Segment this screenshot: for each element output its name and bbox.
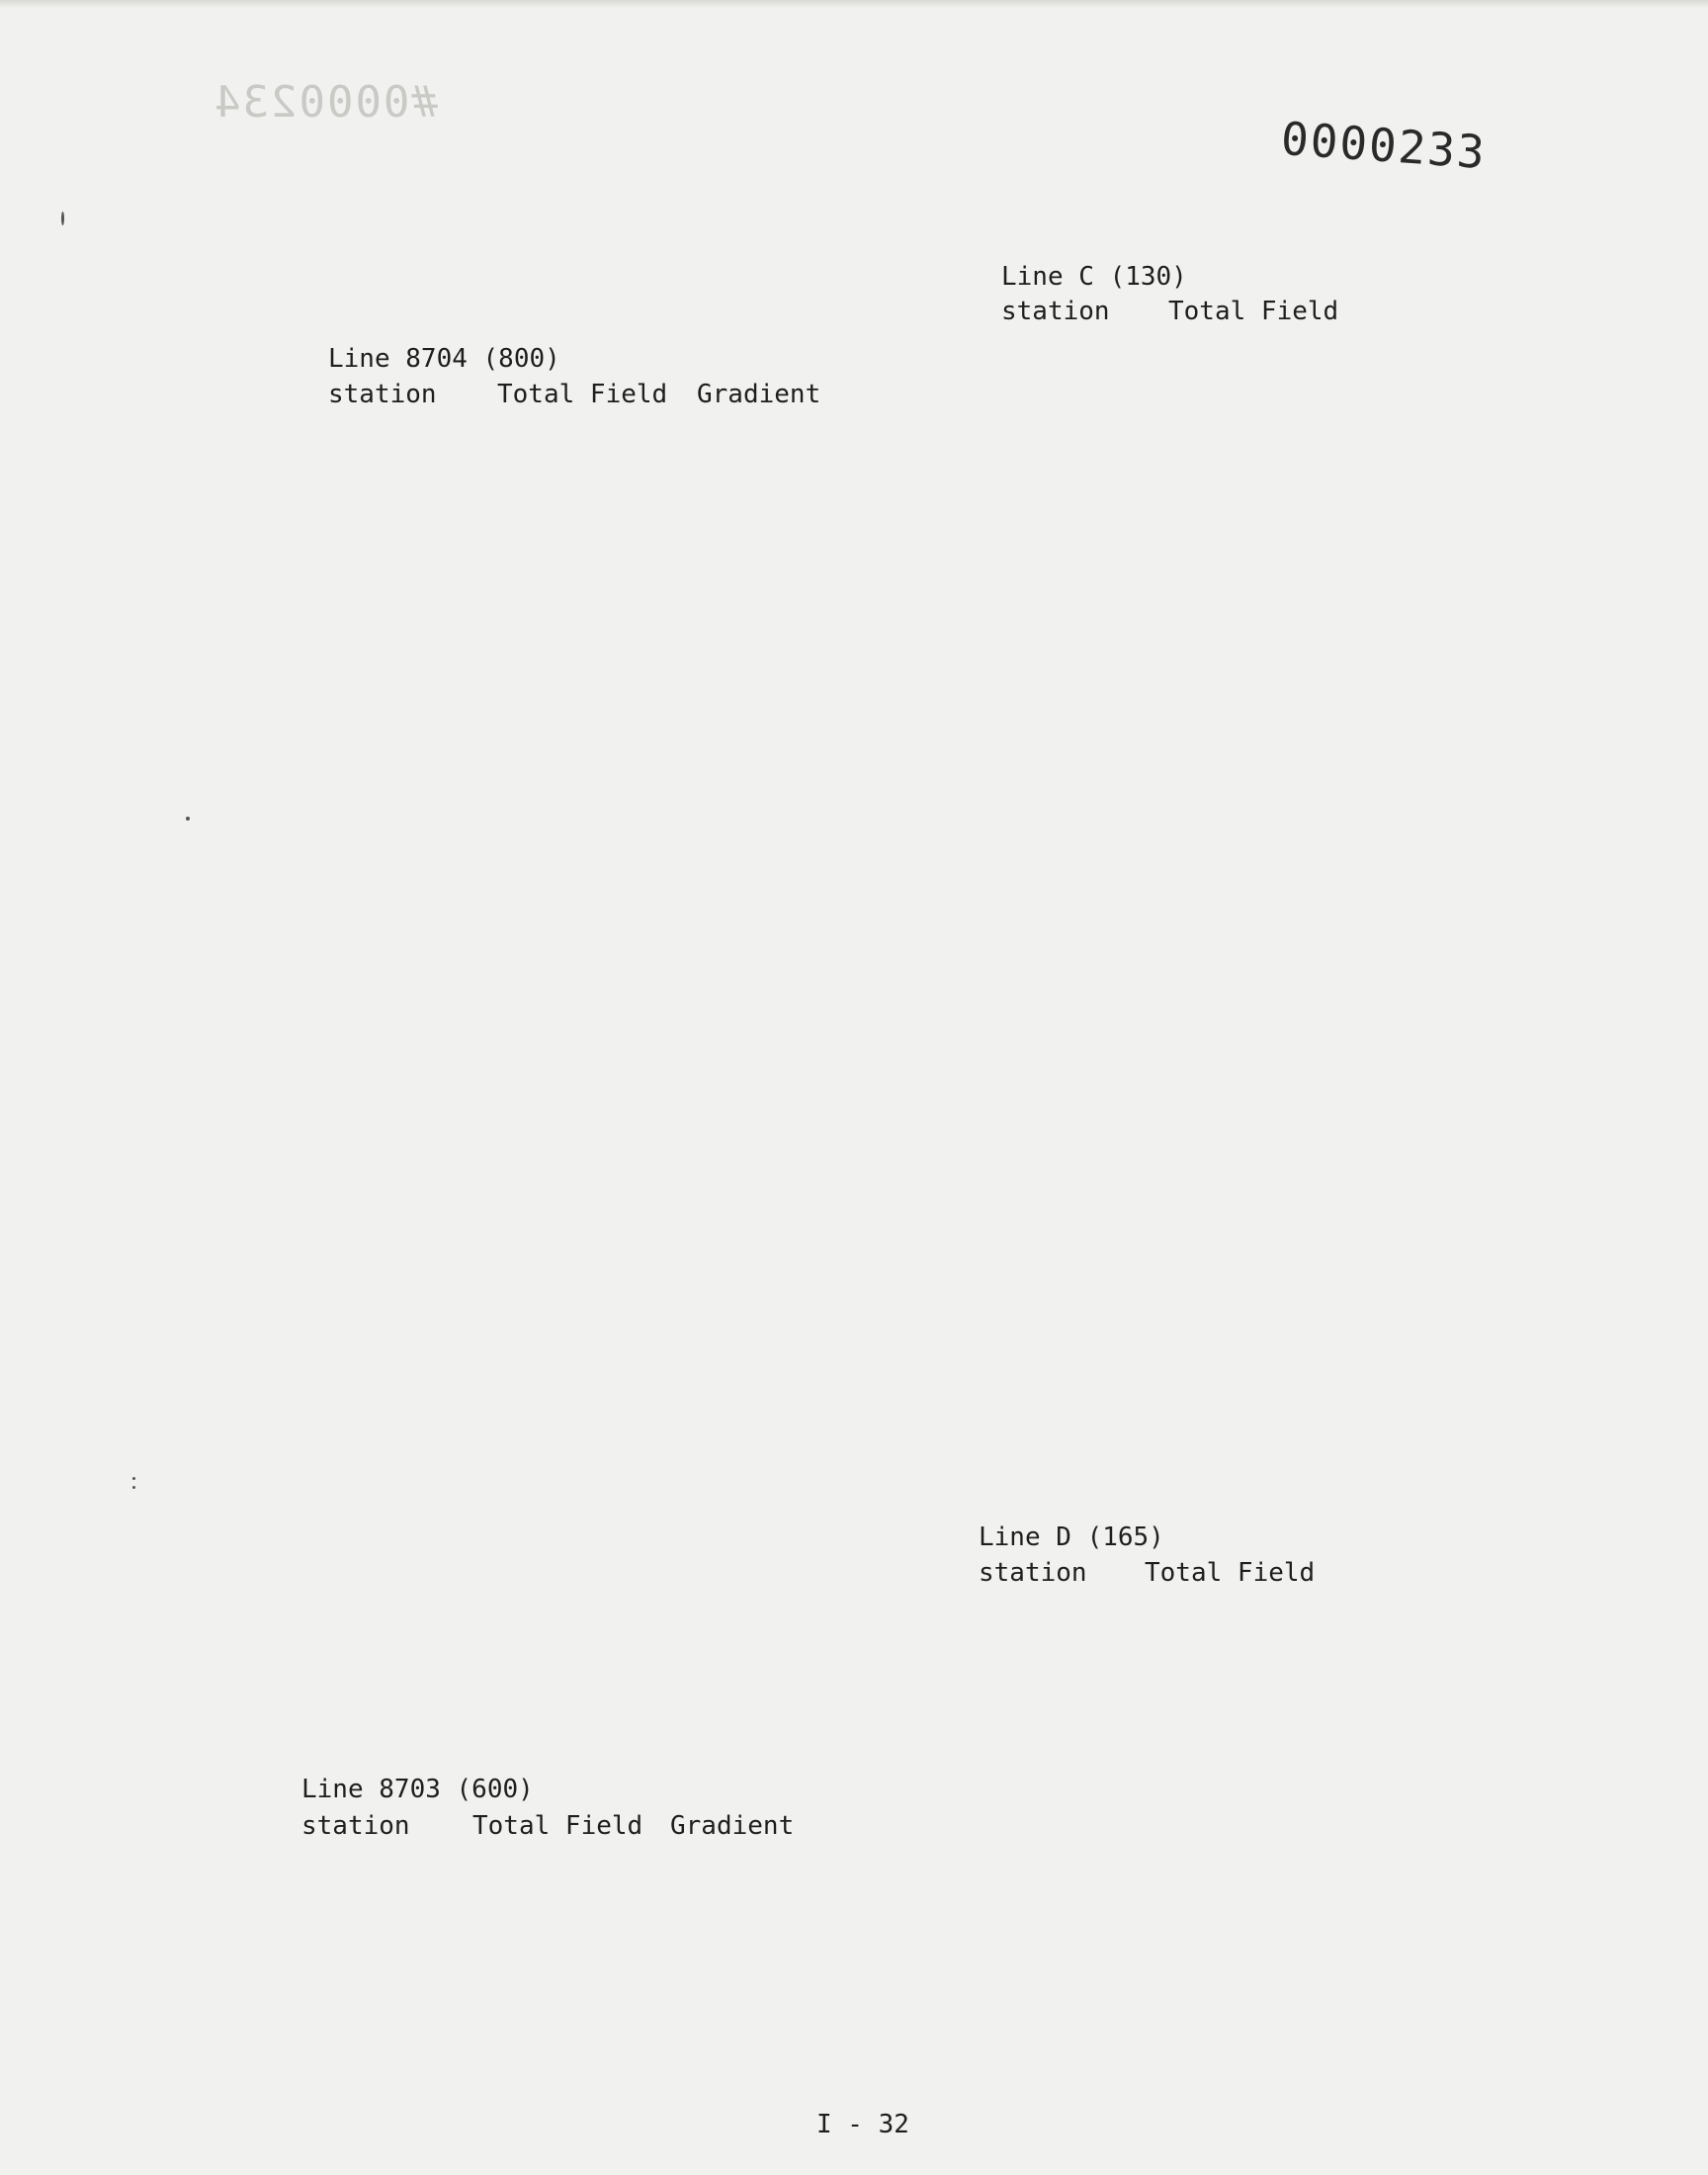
scan-speck bbox=[186, 817, 190, 821]
table-title: Line C (130) bbox=[1001, 262, 1187, 292]
column-header-gradient: Gradient bbox=[670, 1811, 795, 1841]
table-title: Line 8703 (600) bbox=[301, 1775, 534, 1804]
table-title: Line D (165) bbox=[979, 1522, 1164, 1552]
column-header-station: station bbox=[328, 380, 437, 409]
column-header-station: station bbox=[301, 1811, 410, 1841]
column-header-gradient: Gradient bbox=[697, 380, 821, 409]
column-header-station: station bbox=[1001, 297, 1110, 326]
page-top-edge bbox=[0, 0, 1708, 8]
page-number: I - 32 bbox=[816, 2110, 909, 2139]
column-header-station: station bbox=[979, 1558, 1087, 1588]
scan-speck bbox=[132, 1477, 135, 1480]
page-stamp-number: 0000233 bbox=[1279, 111, 1489, 180]
column-header-field: Total Field bbox=[1145, 1558, 1316, 1588]
table-title: Line 8704 (800) bbox=[328, 344, 560, 374]
faded-page-stamp: #0000234 bbox=[213, 77, 438, 128]
scan-speck bbox=[132, 1486, 135, 1489]
scan-speck bbox=[61, 212, 64, 225]
column-header-field: Total Field bbox=[1168, 297, 1339, 326]
column-header-field: Total Field bbox=[472, 1811, 643, 1841]
column-header-field: Total Field bbox=[497, 380, 668, 409]
